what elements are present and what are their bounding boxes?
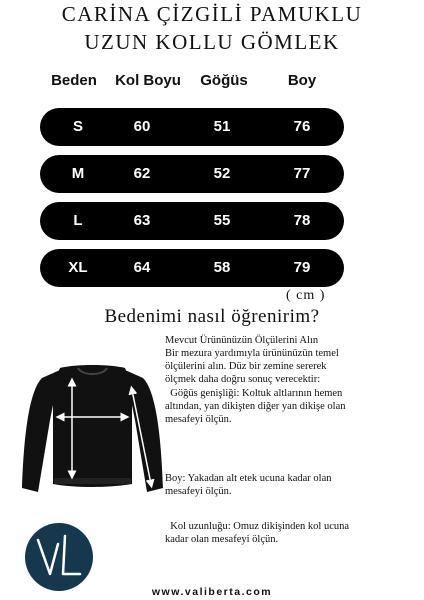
product-title-line-2: UZUN KOLLU GÖMLEK	[84, 30, 340, 54]
cell-length: 77	[293, 165, 311, 182]
intro-line-4: ölçmek daha doğru sonuç verecektir:	[165, 374, 321, 385]
intro-line-3: ölçülerini alın. Düz bir zemine sererek	[165, 361, 327, 372]
length-line-2: mesafeyi ölçün.	[165, 486, 232, 497]
cell-length: 78	[293, 212, 311, 229]
sleeve-line-2: kadar olan mesafeyi ölçün.	[165, 534, 279, 545]
website-url: www.valiberta.com	[151, 586, 273, 598]
length-instructions	[165, 472, 421, 498]
chest-line-1: Göğüs genişliği: Koltuk altlarının hemen	[165, 388, 343, 399]
size-row-xl	[40, 249, 344, 287]
cell-chest: 58	[213, 259, 231, 276]
intro-text	[165, 334, 421, 386]
header-length: Boy	[287, 72, 317, 89]
cell-length: 76	[293, 118, 311, 135]
unit-label: ( cm )	[286, 288, 326, 303]
valiberta-logo	[24, 522, 94, 592]
sleeve-line-1: Kol uzunluğu: Omuz dikişinden kol ucuna	[165, 521, 350, 532]
cell-chest: 51	[213, 118, 231, 135]
cell-sleeve: 64	[133, 259, 151, 276]
cell-chest: 55	[213, 212, 231, 229]
size-table-header	[0, 72, 424, 96]
size-row-s	[40, 108, 344, 146]
intro-line-2: Bir mezura yardımıyla ürününüzün temel	[165, 348, 339, 359]
header-chest: Göğüs	[200, 72, 248, 89]
size-row-l	[40, 202, 344, 240]
cell-size: L	[73, 212, 83, 229]
header-sleeve-length: Kol Boyu	[115, 72, 181, 89]
cell-sleeve: 63	[133, 212, 151, 229]
sweater-measure-icon	[20, 360, 165, 505]
size-row-m	[40, 155, 344, 193]
product-title-line-1: CARİNA ÇİZGİLİ PAMUKLU	[61, 2, 363, 26]
chest-instructions	[165, 387, 421, 426]
cell-size: S	[72, 118, 84, 135]
intro-line-1: Mevcut Ürününüzün Ölçülerini Alın	[165, 335, 319, 346]
cell-size: XL	[68, 259, 88, 276]
cell-size: M	[71, 165, 85, 182]
length-line-1: Boy: Yakadan alt etek ucuna kadar olan	[165, 473, 332, 484]
chest-line-2: altından, yan dikişten diğer yan dikişe olan	[165, 401, 346, 412]
chest-line-3: mesafeyi ölçün.	[165, 414, 232, 425]
cell-length: 79	[293, 259, 311, 276]
how-to-title: Bedenimi nasıl öğrenirim?	[104, 306, 320, 327]
sleeve-instructions	[165, 520, 421, 546]
cell-chest: 52	[213, 165, 231, 182]
header-size: Beden	[51, 72, 97, 89]
cell-sleeve: 60	[133, 118, 151, 135]
cell-sleeve: 62	[133, 165, 151, 182]
